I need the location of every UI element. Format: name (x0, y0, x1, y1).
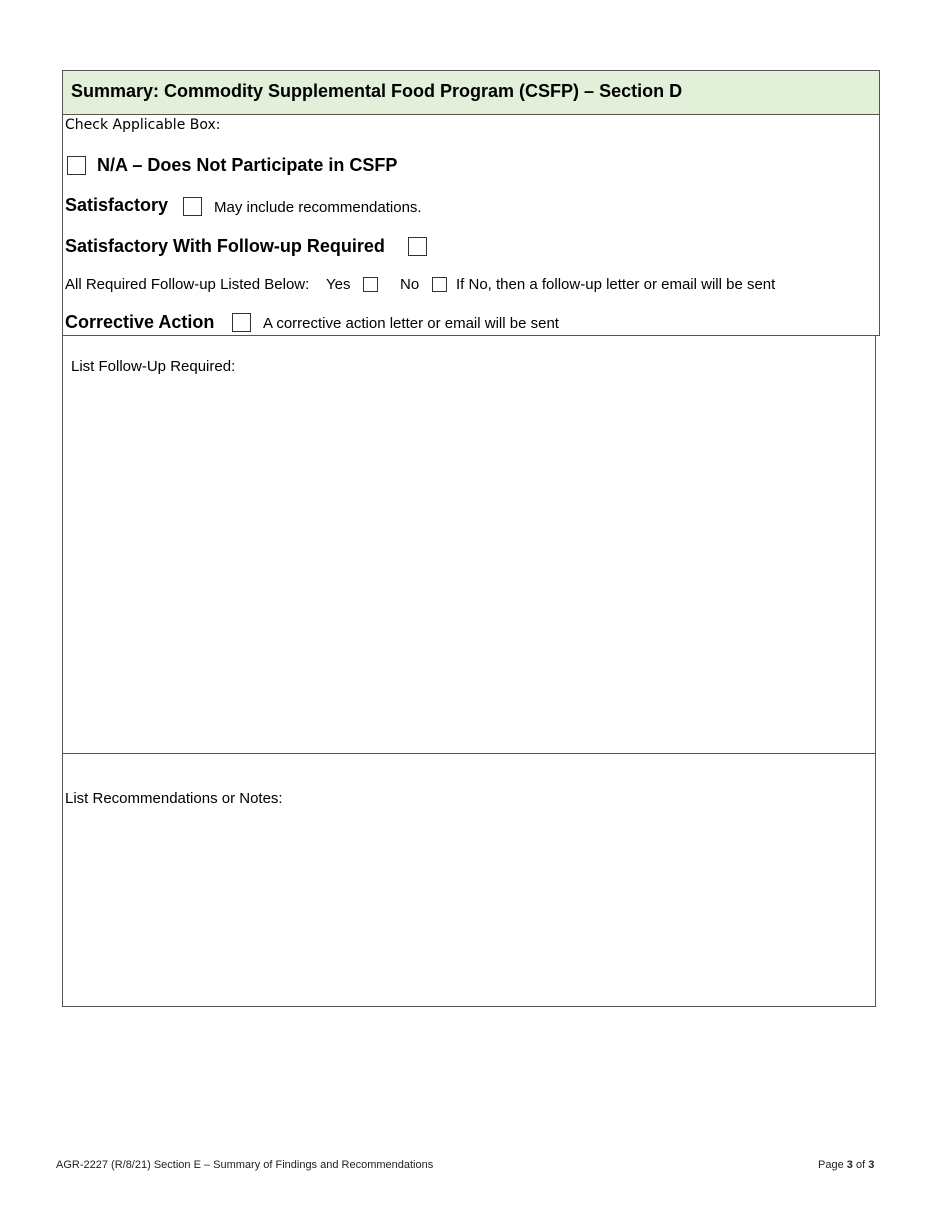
na-label: N/A – Does Not Participate in CSFP (97, 155, 398, 175)
followup-list-label: List Follow-Up Required: (71, 358, 236, 375)
satisfactory-note: May include recommendations. (214, 199, 422, 216)
followup-required-checkbox[interactable] (408, 237, 427, 256)
satisfactory-label: Satisfactory (65, 195, 169, 215)
footer-page-number (818, 1159, 874, 1171)
notes-label: List Recommendations or Notes: (65, 790, 283, 807)
page-total: 3 (868, 1159, 875, 1171)
corrective-action-label: Corrective Action (65, 312, 215, 332)
no-label: No (400, 276, 420, 293)
page-current: 3 (846, 1159, 853, 1171)
footer-form-id: AGR-2227 (R/8/21) Section E – Summary of Findings and Recommendations (56, 1159, 434, 1171)
corrective-action-note: A corrective action letter or email will be sent (263, 315, 559, 332)
satisfactory-checkbox[interactable] (183, 197, 202, 216)
no-note: If No, then a follow-up letter or email will be sent (456, 276, 776, 293)
corrective-action-checkbox[interactable] (232, 313, 251, 332)
checkbox-panel (62, 114, 880, 336)
section-title: Summary: Commodity Supplemental Food Program (CSFP) – Section D (71, 81, 683, 101)
page-prefix: Page (818, 1159, 844, 1171)
yes-checkbox[interactable] (363, 277, 378, 292)
page-of: of (855, 1159, 866, 1171)
notes-area[interactable] (62, 753, 876, 1007)
no-checkbox[interactable] (432, 277, 447, 292)
yes-label: Yes (326, 276, 351, 293)
followup-list-area[interactable] (62, 335, 876, 754)
check-applicable-label: Check Applicable Box: (65, 117, 221, 133)
followup-required-label: Satisfactory With Follow-up Required (65, 236, 385, 256)
section-header (62, 70, 880, 115)
na-checkbox[interactable] (67, 156, 86, 175)
all-required-label: All Required Follow-up Listed Below: (65, 276, 310, 293)
